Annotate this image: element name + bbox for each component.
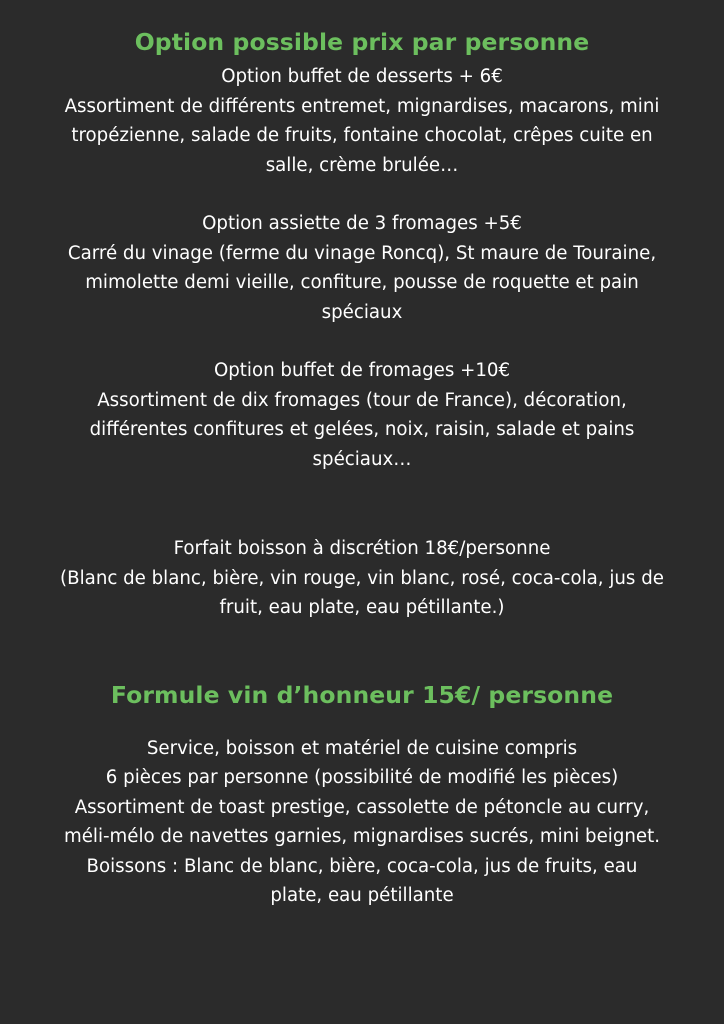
formule-line-5: Boissons : Blanc de blanc, bière, coca-cola, jus de fruits, eau	[86, 855, 638, 877]
option-desserts-desc-2: tropézienne, salade de fruits, fontaine chocolat, crêpes cuite en	[71, 125, 653, 146]
option-assiette-desc-3: spéciaux	[321, 301, 403, 323]
forfait-boisson	[20, 534, 704, 623]
formule-title: Formule vin d’honneur 15€/ personne	[110, 680, 614, 709]
formule-line-6: plate, eau pétillante	[270, 885, 454, 906]
option-buffet-fromages	[20, 356, 704, 474]
option-assiette-fromages	[20, 209, 704, 327]
option-desserts-desc-3: salle, crème brulée…	[265, 154, 459, 176]
forfait-boisson-desc-2: fruit, eau plate, eau pétillante.)	[219, 597, 505, 618]
forfait-boisson-desc-1: (Blanc de blanc, bière, vin rouge, vin blanc, rosé, coca-cola, jus de	[60, 567, 664, 589]
options-title: Option possible prix par personne	[134, 28, 590, 56]
formule-line-1: Service, boisson et matériel de cuisine compris	[146, 737, 578, 759]
option-desserts	[20, 62, 704, 180]
option-buffet-fromages-heading: Option buffet de fromages +10€	[213, 360, 511, 381]
option-assiette-desc-1: Carré du vinage (ferme du vinage Roncq), St maure de Touraine,	[67, 242, 657, 264]
formule-line-2: 6 pièces par personne (possibilité de modifié les pièces)	[105, 767, 619, 788]
option-buffet-fromages-desc-1: Assortiment de dix fromages (tour de France), décoration,	[97, 389, 627, 411]
formule-details	[20, 734, 704, 911]
spacer	[20, 715, 704, 734]
option-assiette-heading: Option assiette de 3 fromages +5€	[202, 213, 522, 234]
formule-line-4: méli-mélo de navettes garnies, mignardises sucrés, mini beignet.	[63, 826, 660, 847]
spacer	[20, 327, 704, 356]
option-buffet-fromages-desc-3: spéciaux…	[312, 448, 412, 470]
spacer	[20, 623, 704, 675]
forfait-boisson-heading: Forfait boisson à discrétion 18€/personne	[173, 538, 551, 559]
option-desserts-desc-1: Assortiment de différents entremet, mignardises, macarons, mini	[64, 95, 660, 117]
spacer	[20, 180, 704, 209]
formule-line-3: Assortiment de toast prestige, cassolette de pétoncle au curry,	[74, 796, 650, 818]
spacer	[20, 474, 704, 534]
option-assiette-desc-2: mimolette demi vieille, confiture, pousse de roquette et pain	[85, 272, 639, 293]
option-buffet-fromages-desc-2: différentes confitures et gelées, noix, raisin, salade et pains	[89, 419, 635, 440]
option-desserts-heading: Option buffet de desserts + 6€	[221, 66, 503, 87]
